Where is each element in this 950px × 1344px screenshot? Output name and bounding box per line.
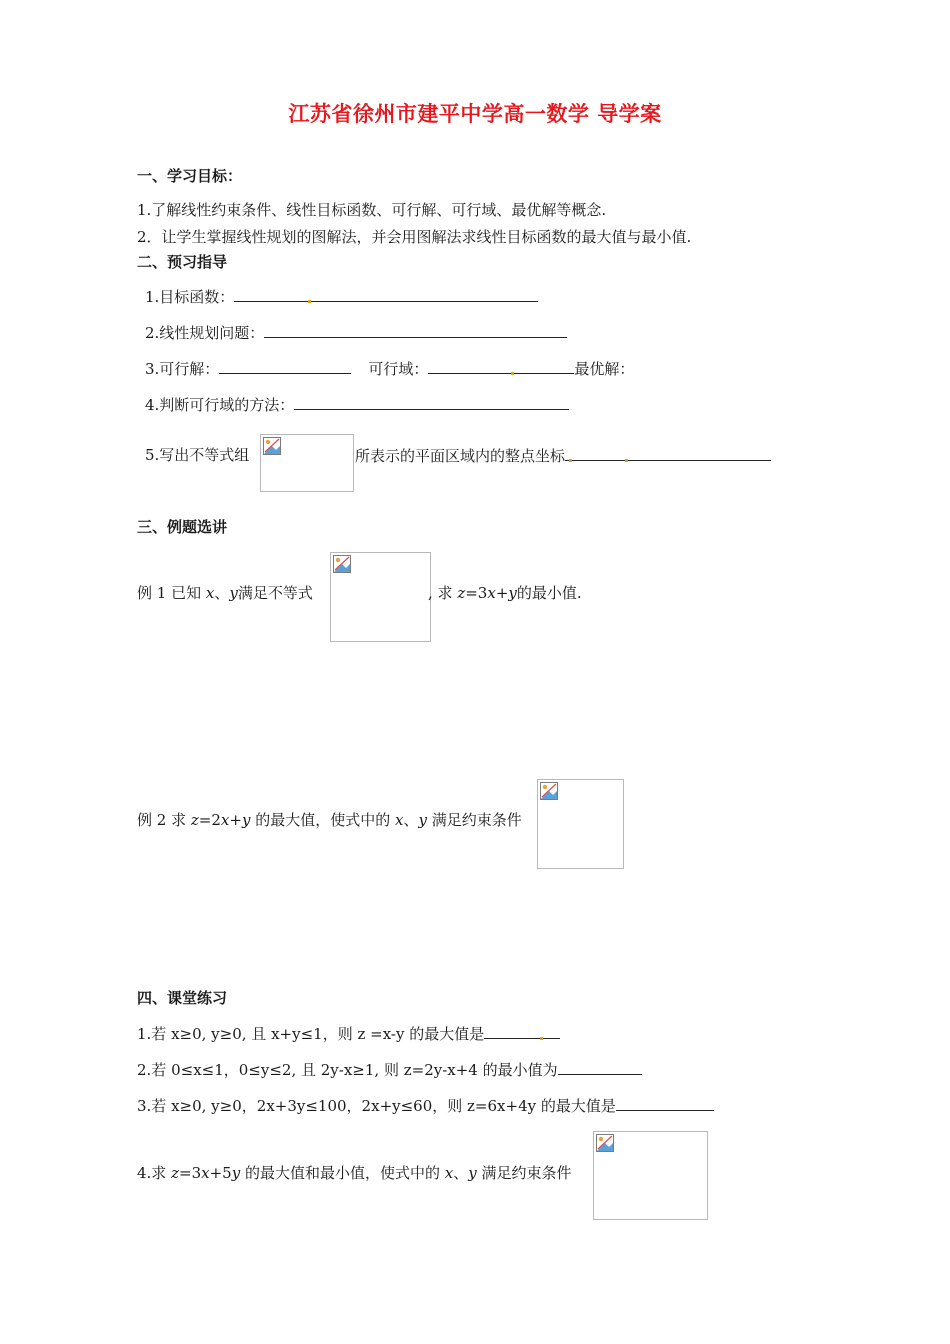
practice-1	[137, 1023, 560, 1044]
practice-3	[137, 1095, 714, 1116]
practice-2-text: 2.若 0≤x≤1，0≤y≤2, 且 2y-x≥1, 则 z=2y-x+4 的最小值为	[137, 1061, 558, 1079]
var-z: z	[457, 584, 466, 602]
practice-4-part: =3	[179, 1164, 202, 1182]
page-title: 江苏省徐州市建平中学高一数学 导学案	[288, 102, 662, 126]
example-1-text	[137, 583, 313, 603]
section-heading-goals: 一、学习目标：	[137, 167, 243, 185]
var-z: z	[171, 1164, 179, 1182]
var-y: y	[229, 584, 238, 602]
example-2-constraint-image	[537, 779, 624, 869]
practice-4-constraint-image	[593, 1131, 708, 1220]
practice-3-text: 3.若 x≥0, y≥0，2x+3y≤100，2x+y≤60，则 z=6x+4y 的最大值是	[137, 1097, 616, 1115]
answer-blank[interactable]	[219, 358, 351, 374]
preview-q2-label: 2.线性规划问题：	[145, 324, 265, 342]
example-2-part: 、	[403, 811, 419, 829]
var-x: x	[394, 811, 404, 829]
broken-image-icon	[263, 437, 281, 455]
goal-item-2: 2．让学生掌握线性规划的图解法，并会用图解法求线性目标函数的最大值与最小值.	[137, 228, 692, 246]
var-x: x	[201, 1164, 210, 1182]
preview-q3	[145, 358, 634, 379]
broken-image-icon	[540, 782, 558, 800]
example-2-part: =2	[198, 811, 221, 829]
broken-image-icon	[596, 1134, 614, 1152]
var-y: y	[231, 1164, 241, 1182]
practice-4-part: 的最大值和最小值，使式中的	[240, 1164, 445, 1182]
example-1-part: =3	[465, 584, 488, 602]
section-heading-preview: 二、预习指导	[137, 253, 228, 271]
example-1-part: 、	[214, 584, 230, 602]
preview-q4	[145, 394, 569, 415]
var-y: y	[468, 1164, 477, 1182]
answer-blank[interactable]	[565, 445, 771, 461]
preview-q4-label: 4.判断可行域的方法：	[145, 396, 295, 414]
answer-blank[interactable]	[558, 1059, 642, 1075]
answer-blank[interactable]	[264, 322, 567, 338]
inequality-system-image	[260, 434, 354, 492]
example-1-part: 例 1 已知	[137, 584, 206, 602]
practice-2	[137, 1059, 642, 1080]
section-heading-practice: 四、课堂练习	[137, 989, 228, 1007]
preview-q1	[145, 286, 538, 307]
var-y: y	[418, 811, 427, 829]
var-y: y	[508, 584, 517, 602]
practice-4-part: 满足约束条件	[476, 1164, 572, 1182]
example-1-part: 的最小值.	[516, 584, 582, 602]
example-2-part: +	[229, 811, 242, 829]
example-2-part: 满足约束条件	[426, 811, 522, 829]
var-x: x	[205, 584, 215, 602]
practice-1-text: 1.若 x≥0, y≥0, 且 x+y≤1，则 z =x-y 的最大值是	[137, 1025, 485, 1043]
practice-4-part: 4.求	[137, 1164, 172, 1182]
preview-q3-label-a: 3.可行解：	[145, 360, 220, 378]
var-x: x	[220, 811, 230, 829]
example-1-part: 满足不等式	[237, 584, 313, 602]
practice-4	[137, 1163, 572, 1183]
preview-q5-tail	[355, 445, 771, 466]
answer-blank[interactable]	[484, 1023, 560, 1039]
example-1-part: , 求	[428, 584, 458, 602]
example-2-part: 的最大值，使式中的	[250, 811, 395, 829]
preview-q5-label-b: 所表示的平面区域内的整点坐标	[355, 447, 566, 465]
example-1-goal	[428, 583, 582, 603]
example-1-part: +	[495, 584, 509, 602]
example-2-part: 例 2 求	[137, 811, 191, 829]
var-x: x	[444, 1164, 454, 1182]
preview-q3-label-b: 可行域：	[368, 360, 429, 378]
section-heading-examples: 三、例题选讲	[137, 518, 228, 536]
preview-q5-label-a: 5.写出不等式组	[145, 446, 250, 464]
goal-item-1: 1.了解线性约束条件、线性目标函数、可行解、可行域、最优解等概念.	[137, 201, 607, 219]
example-2-text	[137, 810, 522, 830]
answer-blank[interactable]	[428, 358, 574, 374]
preview-q3-label-c: 最优解：	[574, 360, 635, 378]
var-z: z	[190, 811, 199, 829]
answer-blank[interactable]	[294, 394, 569, 410]
preview-q2	[145, 322, 567, 343]
broken-image-icon	[333, 555, 351, 573]
var-y: y	[241, 811, 251, 829]
answer-blank[interactable]	[616, 1095, 714, 1111]
example-1-constraint-image	[330, 552, 431, 642]
practice-4-part: +5	[209, 1164, 232, 1182]
preview-q1-label: 1.目标函数：	[145, 288, 235, 306]
var-x: x	[487, 584, 496, 602]
answer-blank[interactable]	[234, 286, 538, 302]
practice-4-part: 、	[453, 1164, 469, 1182]
